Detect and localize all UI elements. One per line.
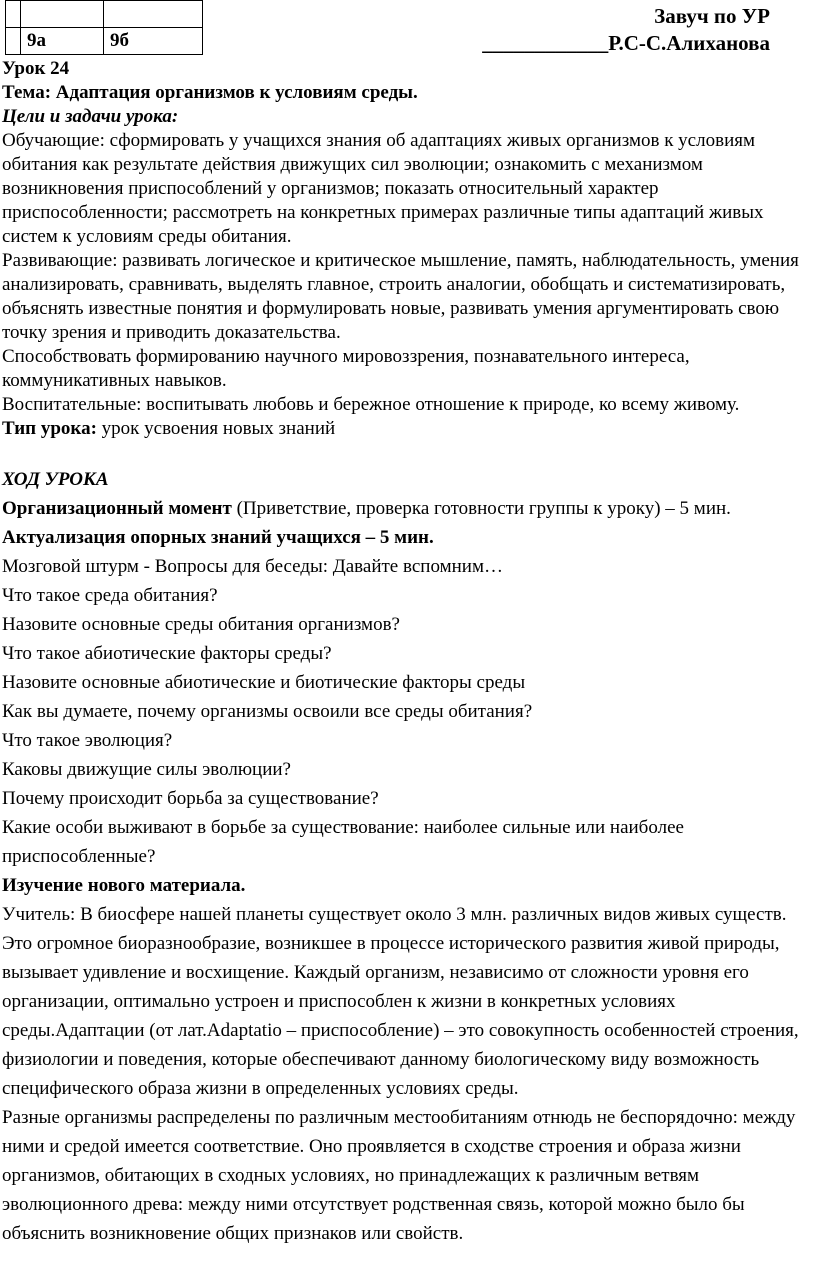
org-moment (2, 494, 814, 523)
list-item: Какие особи выживают в борьбе за существование: наиболее сильные или наиболее приспособленные? (2, 817, 684, 867)
list-item: Мозговой штурм - Вопросы для беседы: Давайте вспомним… (2, 556, 503, 577)
table-row (6, 1, 203, 28)
list-item: Назовите основные абиотические и биотические факторы среды (2, 672, 526, 693)
list-item: Каковы движущие силы эволюции? (2, 759, 291, 780)
goal-worldview: Способствовать формированию научного мировоззрения, познавательного интереса, коммуникативных навыков. (2, 346, 690, 391)
approval-signature: ____________Р.С-С.Алиханова (482, 31, 770, 55)
lesson-topic: Тема: Адаптация организмов к условиям среды. (2, 82, 418, 103)
course-heading: ХОД УРОКА (2, 469, 109, 490)
goal-developing: Развивающие: развивать логическое и критическое мышление, память, наблюдательность, умения анализировать, сравнивать, выделять главное, строить аналогии, обобщать и систематизировать, объяснять известные понятия и формулировать новые, развивать умения аргументировать свою точку зрения и приводить доказательства. (2, 250, 799, 343)
goal-upbringing: Воспитательные: воспитывать любовь и бережное отношение к природе, ко всему живому. (2, 394, 740, 415)
list-item: Почему происходит борьба за существование? (2, 788, 379, 809)
list-item: Как вы думаете, почему организмы освоили все среды обитания? (2, 701, 533, 722)
lesson-number: Урок 24 (2, 58, 70, 79)
lesson-type-value: урок усвоения новых знаний (96, 418, 336, 439)
list-item: Назовите основные среды обитания организмов? (2, 614, 400, 635)
list-item: Что такое среда обитания? (2, 585, 218, 606)
paragraph: Учитель: В биосфере нашей планеты существует около 3 млн. различных видов живых существ. Это огромное биоразнообразие, возникшее в процессе исторического развития живой природы, вызывает удивление и восхищение. Каждый организм, независимо от сложности уровня его организации, оптимально устроен и приспособлен к жизни в конкретных условиях среды.Адаптации (от лат.Adaptatio – приспособление) – это совокупность особенностей строения, физиологии и поведения, которые обеспечивают данному биологическому виду возможность специфического образа жизни в определенных условиях среды. (2, 904, 799, 1099)
table-cell (6, 1, 21, 28)
class-table (5, 0, 203, 55)
lesson-type (2, 417, 814, 441)
paragraph: Разные организмы распределены по различным местообитаниям отнюдь не беспорядочно: между ними и средой имеется соответствие. Оно проявляется в сходстве строения и образа жизни организмов, обитающих в сходных условиях, но принадлежащих к различным ветвям эволюционного древа: между ними отсутствует родственная связь, которой можно было бы объяснить возникновение общих признаков или свойств. (2, 1107, 796, 1244)
lesson-course (2, 465, 814, 1248)
approval-title: Завуч по УР (654, 4, 770, 28)
table-row (6, 28, 203, 55)
table-cell-class-9a: 9а (21, 28, 104, 55)
table-cell (104, 1, 203, 28)
document-body (2, 57, 814, 1248)
org-moment-value: (Приветствие, проверка готовности группы к уроку) – 5 мин. (231, 498, 731, 519)
actualization-heading: Актуализация опорных знаний учащихся – 5 мин. (2, 527, 434, 548)
table-cell-class-9b: 9б (104, 28, 203, 55)
table-cell (6, 28, 21, 55)
list-item: Что такое абиотические факторы среды? (2, 643, 332, 664)
table-cell (21, 1, 104, 28)
approval-block (482, 3, 770, 57)
list-item: Что такое эволюция? (2, 730, 173, 751)
lesson-type-label: Тип урока: (2, 418, 97, 439)
org-moment-label: Организационный момент (2, 498, 232, 519)
goal-educational: Обучающие: сформировать у учащихся знания об адаптациях живых организмов к условиям обитания как результате действия движущих сил эволюции; ознакомить с механизмом возникновения приспособлений у организмов; показать относительный характер приспособленности; рассмотреть на конкретных примерах различные типы адаптаций живых систем к условиям среды обитания. (2, 130, 764, 247)
goals-heading: Цели и задачи урока: (2, 106, 179, 127)
new-material-heading: Изучение нового материала. (2, 875, 246, 896)
